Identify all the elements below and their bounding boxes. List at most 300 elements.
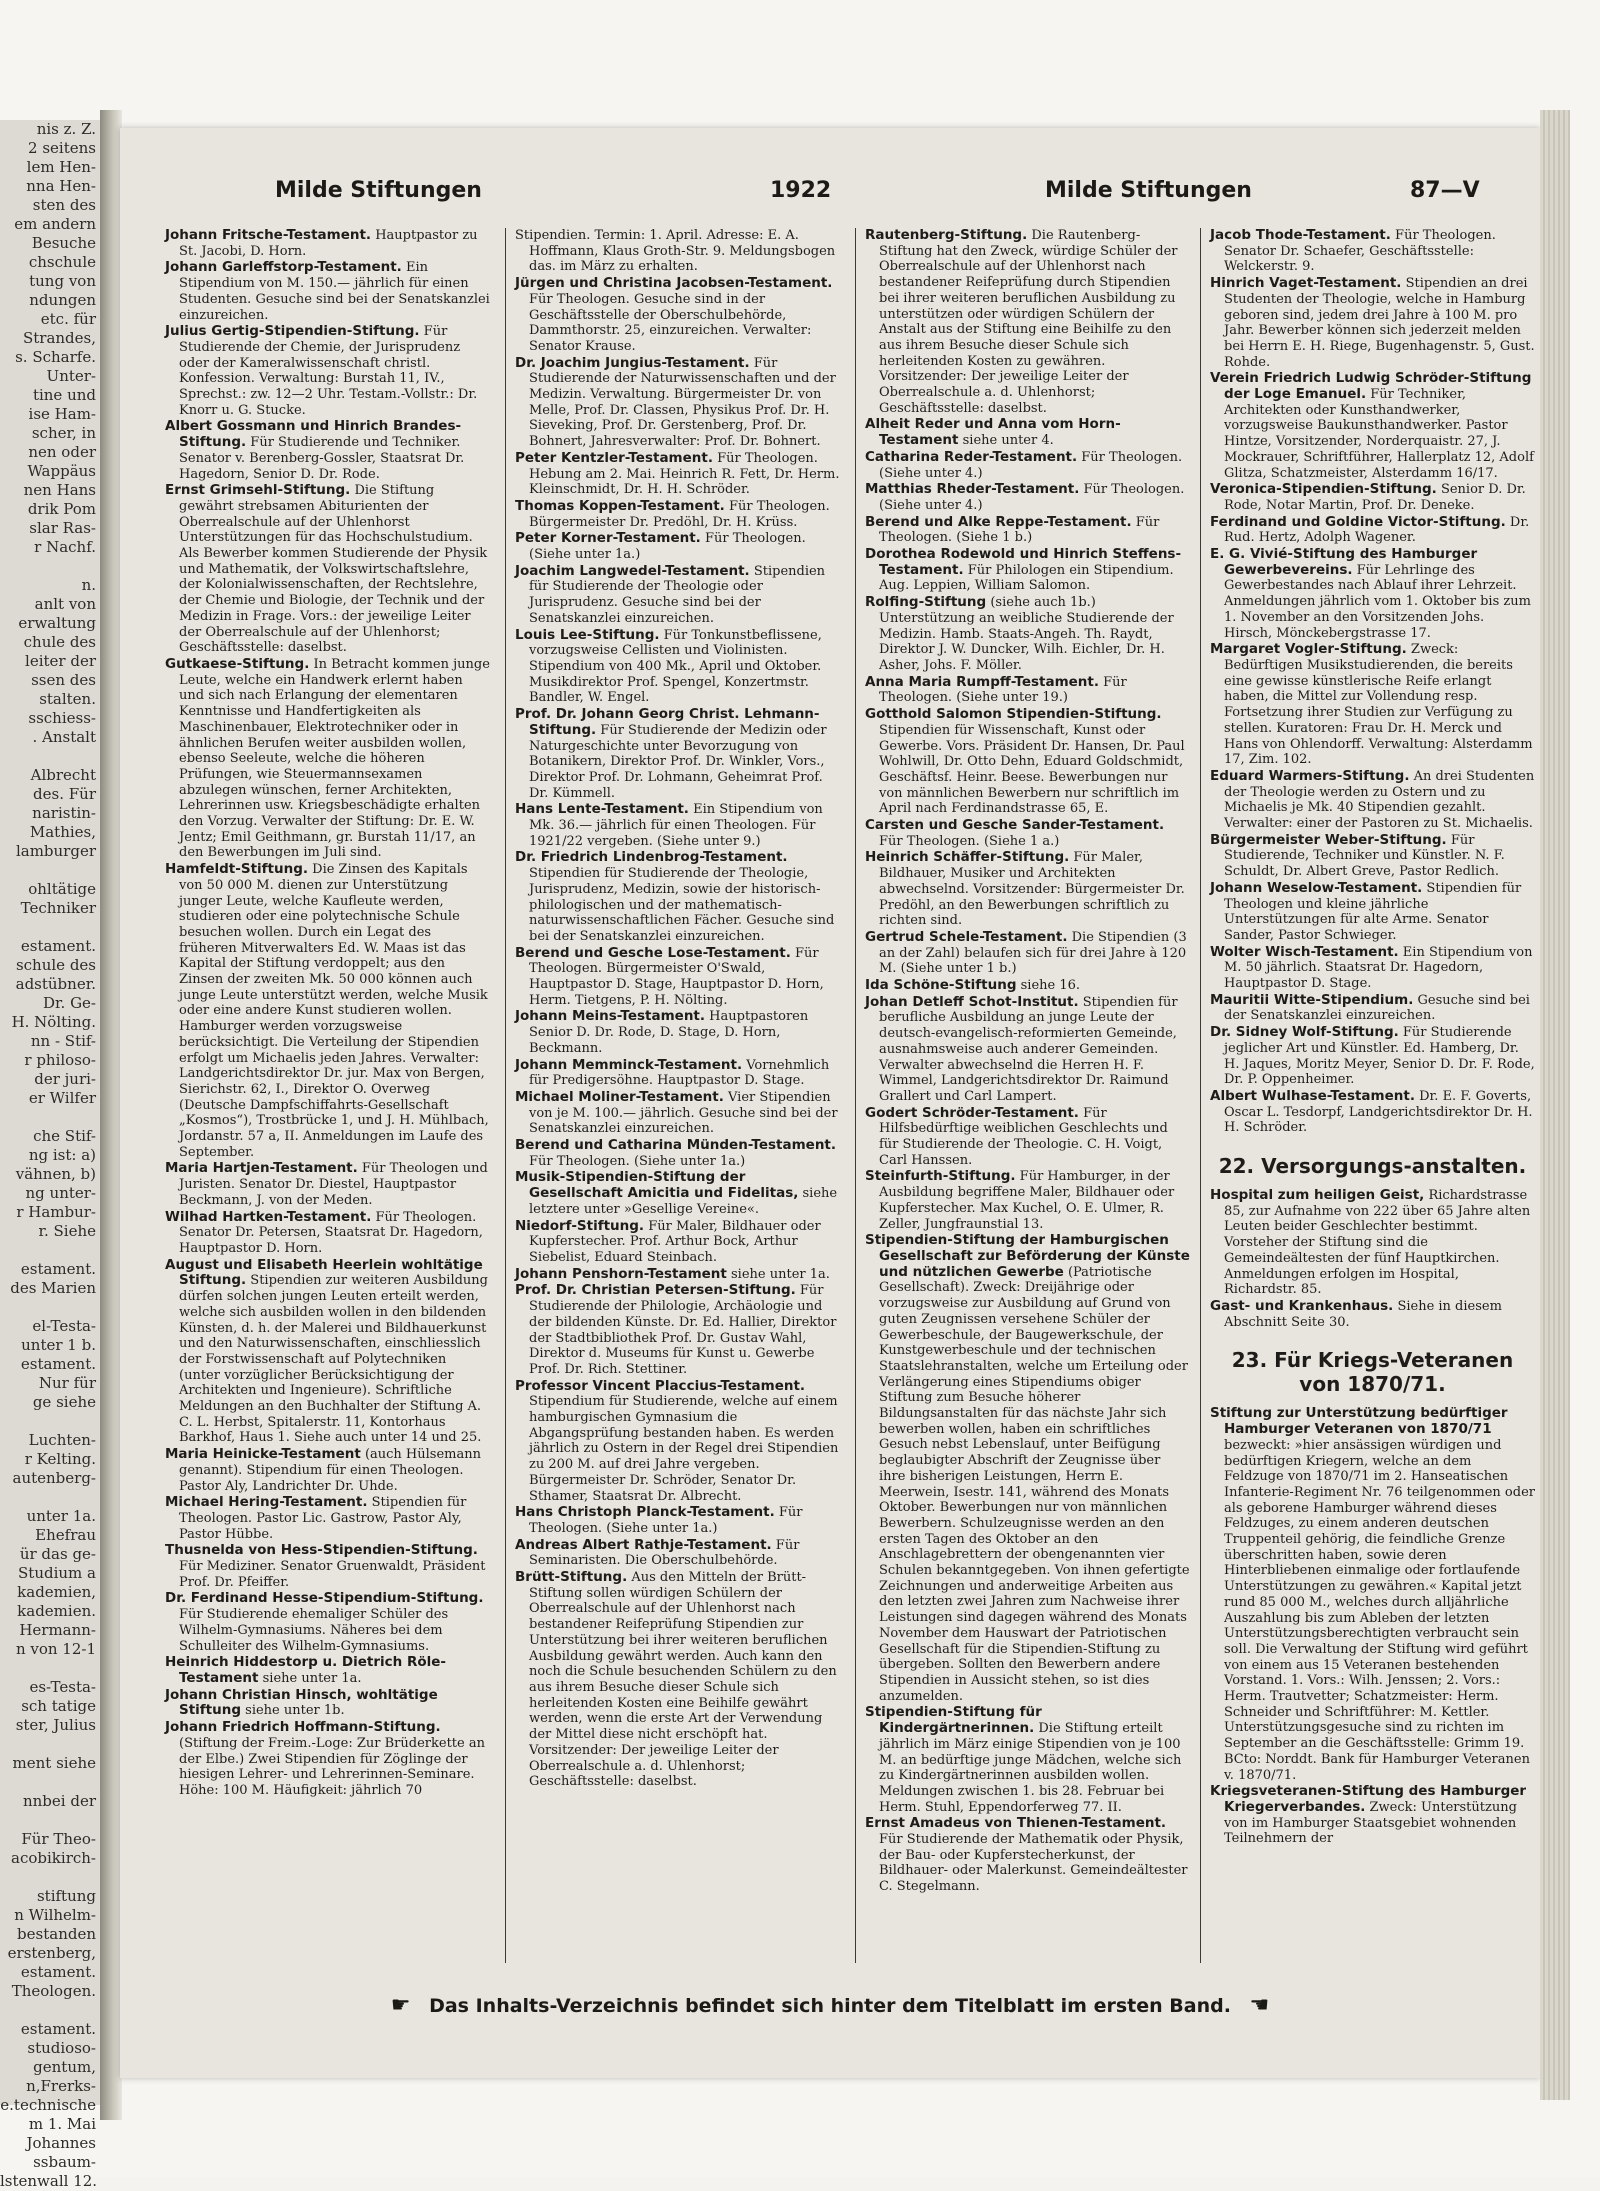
entry-text: Für Studierende jeglicher Art und Künstler. Ed. Hamberg, Dr. H. Jaques, Moritz Meyer, Senior D. Dr. F. Rode, Dr. P. Oppenheimer. bbox=[1224, 1025, 1535, 1088]
entry-title: Hospital zum heiligen Geist, bbox=[1210, 1187, 1425, 1204]
entry-text: Stipendien für berufliche Ausbildung an junge Leute der deutsch-evangelisch-reformierten Gemeinde, ausnahmsweise auch anderer Gemeinden. Verwalter abwechselnd die Herren H. F. Wimmel, Landgerichtsdirektor Dr. Raimund Grallert und Carl Lampert. bbox=[879, 994, 1178, 1104]
prev-page-line: etc. für bbox=[40, 310, 96, 328]
foundation-entry bbox=[165, 1210, 490, 1257]
prev-page-line: drik Pom bbox=[27, 500, 96, 518]
entry-text: Ein Stipendium von M. 50 jährlich. Staatsrat Dr. Hagedorn, Hauptpastor D. Stage. bbox=[1224, 944, 1533, 992]
foundation-entry bbox=[865, 1233, 1190, 1704]
header-year: 1922 bbox=[770, 178, 832, 203]
prev-page-line: ng ist: a) bbox=[28, 1146, 96, 1164]
entry-title: Gutkaese-Stiftung. bbox=[165, 655, 310, 672]
entry-text: Die Stipendien (3 an der Zahl) belaufen sich für drei Jahre à 120 M. (Siehe unter 1 b.) bbox=[879, 929, 1187, 977]
prev-page-line: Ehefrau bbox=[35, 1526, 96, 1544]
foundation-entry bbox=[515, 707, 840, 801]
entry-text: Dr. E. F. Goverts, Oscar L. Tesdorpf, Landgerichtsdirektor Dr. H. H. Schröder. bbox=[1224, 1088, 1533, 1136]
entry-text: Zweck: Unterstützung von im Hamburger Staatsgebiet wohnenden Teilnehmern der bbox=[1224, 1799, 1517, 1847]
prev-page-line: chschule bbox=[28, 253, 96, 271]
entry-title: Dr. Ferdinand Hesse-Stipendium-Stiftung. bbox=[165, 1590, 484, 1607]
prev-page-line: n von 12-1 bbox=[15, 1640, 96, 1658]
entry-text: Für Studierende der Chemie, der Jurisprudenz oder der Kameralwissenschaft christl. Konfession. Verwaltung: Burstah 11, IV., Sprechst.: zw. 12—2 Uhr. Testam.-Vollstr.: Dr. Knorr u. G. Stucke. bbox=[179, 324, 478, 418]
book-gutter bbox=[100, 110, 122, 2120]
entry-title: Berend und Catharina Münden-Testament. bbox=[515, 1137, 837, 1154]
prev-page-line: n Wilhelm- bbox=[14, 1906, 96, 1924]
prev-page-line: tung von bbox=[29, 272, 96, 290]
book-page bbox=[120, 128, 1540, 2078]
prev-page-line bbox=[0, 1298, 100, 1317]
entry-title: Heinrich Schäffer-Stiftung. bbox=[865, 849, 1070, 866]
prev-page-line bbox=[0, 1241, 100, 1260]
prev-page-line: lamburger bbox=[15, 842, 96, 860]
entry-title: Verein Friedrich Ludwig Schröder-Stiftung der Loge Emanuel. bbox=[1210, 370, 1532, 403]
prev-page-line: slar Ras- bbox=[29, 519, 96, 537]
entry-text: Für Theologen. Gesuche sind in der Geschäftsstelle der Oberschulbehörde, Dammthorstr. 25, einzureichen. Verwalter: Senator Krause. bbox=[529, 291, 812, 354]
entry-text: Stipendien für Studierende der Theologie, Jurisprudenz, Medizin, sowie der historisch-philologischen und der mathematisch-naturwissenschaftlichen Fächer. Gesuche sind bei der Senatskanzlei einzureichen. bbox=[529, 866, 835, 944]
entry-title: Heinrich Hiddestorp u. Dietrich Röle-Testament bbox=[165, 1654, 447, 1686]
section-heading: 22. Versorgungs-anstalten. bbox=[1218, 1154, 1527, 1179]
entry-text: An drei Studenten der Theologie werden zu Ostern und zu Michaelis je Mk. 40 Stipendien gezahlt. Verwalter: einer der Pastoren zu St. Michaelis. bbox=[1224, 768, 1535, 832]
entry-title: Mauritii Witte-Stipendium. bbox=[1210, 991, 1414, 1008]
prev-page-line: tine und bbox=[32, 386, 96, 404]
foundation-entry bbox=[165, 1591, 490, 1654]
entry-title: Johann Weselow-Testament. bbox=[1210, 879, 1423, 896]
entry-text: Stipendien für Theologen und kleine jährliche Unterstützungen für alte Arme. Senator Sander, Pastor Schwieger. bbox=[1224, 880, 1522, 943]
entry-text: Für Studierende ehemaliger Schüler des Wilhelm-Gymnasiums. Näheres bei dem Schulleiter des Wilhelm-Gymnasiums. bbox=[179, 1607, 449, 1654]
entry-title: Niedorf-Stiftung. bbox=[515, 1217, 645, 1234]
entry-text: Für Theologen. (Siehe unter 1a.) bbox=[529, 1153, 746, 1169]
prev-page-line: chule des bbox=[23, 633, 96, 651]
prev-page-line: el-Testa- bbox=[32, 1317, 96, 1335]
prev-page-line: n,Frerks- bbox=[26, 2077, 96, 2095]
entry-title: Peter Kentzler-Testament. bbox=[515, 449, 713, 466]
foundation-entry bbox=[1210, 276, 1535, 370]
foundation-entry bbox=[515, 1138, 840, 1169]
entry-text: Vier Stipendien von je M. 100.— jährlich. Gesuche sind bei der Senatskanzlei einzureichen. bbox=[529, 1089, 838, 1137]
entry-text: Für Lehrlinge des Gewerbestandes nach Ablauf ihrer Lehrzeit. Anmeldungen jährlich vom 1. Oktober bis zum 1. November an den Vorsitzenden Johs. Hirsch, Mönckebergstrasse 17. bbox=[1224, 562, 1531, 641]
entry-title: Gast- und Krankenhaus. bbox=[1210, 1298, 1394, 1314]
foundation-entry bbox=[515, 499, 840, 530]
entry-text: Für Maler, Bildhauer, Musiker und Architekten abwechselnd. Vorsitzender: Bürgermeister Dr. Predöhl, an den Bewerbungen schriftlich zu richten sind. bbox=[879, 850, 1185, 929]
entry-title: Maria Hartjen-Testament. bbox=[165, 1160, 358, 1177]
foundation-entry bbox=[1210, 993, 1535, 1024]
prev-page-line bbox=[0, 1773, 100, 1792]
prev-page-line: r Kelting. bbox=[24, 1450, 96, 1468]
previous-page-fragment bbox=[0, 120, 102, 2190]
entry-text: Die Stiftung erteilt jährlich im März einige Stipendien von je 100 M. an bedürftige junge Mädchen, welche sich zu Kindergärtnerinnen ausbilden wollen. Meldungen zwischen 1. bis 28. Februar bei Herm. Stuhl, Eppendorferweg 77. II. bbox=[879, 1721, 1182, 1815]
foundation-entry bbox=[165, 657, 490, 861]
prev-page-line: Theologen. bbox=[11, 1982, 96, 2000]
foundation-entry bbox=[515, 1538, 840, 1569]
prev-page-line: anlt von bbox=[34, 595, 96, 613]
prev-page-line: s. Scharfe. bbox=[15, 348, 96, 366]
entry-title: Eduard Warmers-Stiftung. bbox=[1210, 767, 1410, 784]
foundation-entry bbox=[515, 946, 840, 1009]
foundation-entry bbox=[865, 818, 1190, 849]
prev-page-line bbox=[0, 747, 100, 766]
entry-text: Stipendien für Studierende der Theologie oder Jurisprudenz. Gesuche sind bei der Senatskanzlei einzureichen. bbox=[529, 563, 826, 626]
foundation-entry bbox=[515, 802, 840, 849]
foundation-entry bbox=[515, 850, 840, 944]
prev-page-line: estament. bbox=[20, 2020, 96, 2038]
entry-title: Rautenberg-Stiftung. bbox=[865, 227, 1028, 243]
prev-page-line: Nur für bbox=[38, 1374, 96, 1392]
prev-page-line: estament. bbox=[20, 1963, 96, 1981]
entry-text: Für Tonkunstbeflissene, vorzugsweise Cellisten und Violinisten. Stipendium von 400 Mk., April und Oktober. Musikdirektor Prof. Spengel, Konzertmstr. Bandler, W. Engel. bbox=[529, 627, 822, 706]
foundation-entry bbox=[515, 1009, 840, 1056]
footer-text: Das Inhalts-Verzeichnis befindet sich hinter dem Titelblatt im ersten Band. bbox=[429, 1995, 1231, 2017]
entry-text: siehe unter 1a. bbox=[262, 1670, 362, 1686]
entry-title: Jacob Thode-Testament. bbox=[1210, 227, 1391, 243]
entry-title: Wolter Wisch-Testament. bbox=[1210, 943, 1399, 960]
entry-text: Für Studierende, Techniker und Künstler. N. F. Schuldt, Dr. Albert Greve, Pastor Redlich. bbox=[1224, 832, 1505, 880]
entry-text: Für Theologen. (Siehe unter 1a.) bbox=[529, 1505, 803, 1536]
entry-title: Matthias Rheder-Testament. bbox=[865, 481, 1080, 498]
entry-title: Michael Moliner-Testament. bbox=[515, 1088, 724, 1105]
prev-page-line: Wappäus bbox=[27, 462, 96, 480]
entry-text: Für Studierende der Philologie, Archäologie und der bildenden Künste. Dr. Ed. Hallier, Direktor der Stadtbibliothek Prof. Dr. Gustav Wahl, Direktor d. Museums für Kunst u. Gewerbe Prof. Dr. Rich. Stettiner. bbox=[529, 1283, 837, 1377]
prev-page-line: des Marien bbox=[10, 1279, 96, 1297]
prev-page-line: Techniker bbox=[20, 899, 96, 917]
entry-title: Johann Meins-Testament. bbox=[515, 1008, 706, 1025]
entry-text: Die Rautenberg-Stiftung hat den Zweck, würdige Schüler der Oberrealschule auf der Uhlenhorst nach bestandener Reifeprüfung durch Stipendien bei ihrer weiteren beruflichen Ausbildung zu unterstützen oder würdigen Schülern der Anstalt aus der Stiftung eine Beihilfe zu den aus ihrem Besuche dieser Schule sich herleitenden Kosten zu gewähren. Vorsitzender: Der jeweilige Leiter der Oberrealschule a. d. Uhlenhorst; Geschäftsstelle: daselbst. bbox=[879, 228, 1178, 416]
entry-text: siehe unter 1a. bbox=[731, 1266, 830, 1282]
prev-page-line: adstübner. bbox=[15, 975, 96, 993]
entry-title: Johann Garleffstorp-Testament. bbox=[165, 259, 402, 276]
entry-title: August und Elisabeth Heerlein wohltätige Stiftung. bbox=[165, 1256, 483, 1289]
prev-page-line: nen oder bbox=[28, 443, 96, 461]
entry-text: Die Stiftung gewährt strebsamen Abiturienten der Oberrealschule auf der Uhlenhorst Unterstützungen für das Hochschulstudium. Als Bewerber kommen Studierende der Physik und Mathematik, der Volkswirtschaftslehre, der Kolonialwissenschaften, der Rechtslehre, der Chemie und Biologie, der Technik und der Medizin in Frage. Vors.: der jeweilige Leiter der Oberrealschule auf der Uhlenhorst; Geschäftsstelle: daselbst. bbox=[179, 483, 488, 656]
foundation-entry bbox=[515, 1267, 840, 1283]
foundation-entry bbox=[1210, 482, 1535, 513]
entry-text: Für Hamburger, in der Ausbildung begriffene Maler, Bildhauer oder Kupferstecher. Max Kuchel, O. E. Ulmer, R. Zeller, Jungfraunstial 13. bbox=[879, 1169, 1175, 1232]
entry-title: Andreas Albert Rathje-Testament. bbox=[515, 1536, 772, 1553]
entry-title: Louis Lee-Stiftung. bbox=[515, 626, 660, 643]
prev-page-line: Strandes, bbox=[22, 329, 96, 347]
prev-page-line bbox=[0, 1412, 100, 1431]
prev-page-line: Mathies, bbox=[29, 823, 96, 841]
entry-title: Prof. Dr. Christian Petersen-Stiftung. bbox=[515, 1282, 796, 1299]
foundation-entry bbox=[865, 228, 1190, 416]
entry-text: Vornehmlich für Predigersöhne. Hauptpastor D. Stage. bbox=[529, 1057, 830, 1089]
entry-text: Für Theologen. Senator Dr. Petersen, Staatsrat Dr. Hagedorn, Hauptpastor D. Horn. bbox=[179, 1209, 483, 1256]
prev-page-line: scher, in bbox=[31, 424, 96, 442]
prev-page-line: r Nachf. bbox=[34, 538, 96, 556]
prev-page-line bbox=[0, 1659, 100, 1678]
prev-page-line: Johannes bbox=[26, 2134, 96, 2152]
foundation-entry bbox=[515, 564, 840, 627]
entry-title: Hans Christoph Planck-Testament. bbox=[515, 1504, 775, 1521]
entry-title: Johann Fritsche-Testament. bbox=[165, 227, 372, 243]
foundation-entry bbox=[165, 862, 490, 1160]
entry-title: Veronica-Stipendien-Stiftung. bbox=[1210, 481, 1437, 498]
entry-text: Für Studierende der Mathematik oder Physik, der Bau- oder Kupferstecherkunst, der Bildhauer- oder Malerkunst. Gemeindeältester C. Stegelmann. bbox=[879, 1832, 1188, 1895]
entry-title: Jürgen und Christina Jacobsen-Testament. bbox=[515, 275, 833, 292]
prev-page-line bbox=[0, 861, 100, 880]
entry-title: Ernst Amadeus von Thienen-Testament. bbox=[865, 1815, 1167, 1832]
prev-page-line: leiter der bbox=[25, 652, 96, 670]
prev-page-line: stalten. bbox=[39, 690, 96, 708]
entry-title: Berend und Gesche Lose-Testament. bbox=[515, 944, 791, 961]
foundation-entry bbox=[865, 850, 1190, 929]
foundation-entry bbox=[865, 707, 1190, 817]
entry-text: Senior D. Dr. Rode, Notar Martin, Prof. Dr. Deneke. bbox=[1224, 482, 1526, 513]
entry-title: Hans Lente-Testament. bbox=[515, 801, 689, 818]
entry-title: Bürgermeister Weber-Stiftung. bbox=[1210, 831, 1447, 848]
entry-text: Stipendium für Studierende, welche auf einem hamburgischen Gymnasium die Abgangsprüfung bestanden haben. Es werden jährlich zu Ostern in der Regel drei Stipendien zu 200 M. auf drei Jahre vergeben. Bürgermeister Dr. Schröder, Senator Dr. Sthamer, Staatsrat Dr. Albrecht. bbox=[529, 1394, 839, 1504]
prev-page-line: ng unter- bbox=[25, 1184, 96, 1202]
prev-page-line bbox=[0, 557, 100, 576]
entry-text: Für Seminaristen. Die Oberschulbehörde. bbox=[529, 1537, 800, 1569]
entry-text: Für Theologen. (Siehe unter 4.) bbox=[879, 449, 1183, 481]
entry-text: Die Zinsen des Kapitals von 50 000 M. dienen zur Unterstützung junger Leute, welche Kaufleute werden, studieren oder eine polytechnische Schule besuchen wollen. Durch ein Legat des früheren Mitverwalters Ed. W. Maas ist das Kapital der Stiftung verdoppelt; aus den Zinsen der zweiten Mk. 50 000 können auch junge Leute unterstützt werden, welche Musik oder eine andere Kunst studieren wollen. Hamburger werden vorzugsweise berücksichtigt. Die Verteilung der Stipendien erfolgt um Michaelis jeden Jahres. Verwalter: Landgerichtsdirektor Dr. jur. Max von Bergen, Sierichstr. 62, I., Direktor O. Overweg (Deutsche Dampfschiffahrts-Gesellschaft „Kosmos“), Trostbrücke 1, und J. H. Mühlbach, Jordanstr. 57 a, II. Anmeldungen im Laufe des September. bbox=[179, 862, 489, 1160]
foundation-entry bbox=[165, 1447, 490, 1494]
foundation-entry bbox=[1210, 642, 1535, 768]
foundation-entry bbox=[165, 260, 490, 323]
prev-page-line bbox=[0, 1735, 100, 1754]
column-3 bbox=[865, 228, 1190, 1963]
entry-text: (Stiftung der Freim.-Loge: Zur Brüderkette an der Elbe.) Zwei Stipendien für Zöglinge der hiesigen Lehrer- und Lehrerinnen-Seminare. Höhe: 100 M. Häufigkeit: jährlich 70 bbox=[179, 1735, 485, 1798]
entry-title: Julius Gertig-Stipendien-Stiftung. bbox=[165, 323, 420, 340]
foundation-entry bbox=[1210, 228, 1535, 275]
entry-title: Ferdinand und Goldine Victor-Stiftung. bbox=[1210, 513, 1506, 530]
foundation-entry bbox=[1210, 515, 1535, 546]
entry-title: Kriegsveteranen-Stiftung des Hamburger Kriegerverbandes. bbox=[1210, 1783, 1527, 1815]
entry-text: Stipendien an drei Studenten der Theologie, welche in Hamburg geboren sind, jedem drei Jahre à 100 M. pro Jahr. Bewerber können sich jederzeit melden bei Herrn E. H. Riege, Bugenhagenstr. 5, Gust. Rohde. bbox=[1224, 276, 1535, 370]
prev-page-line: ohltätige bbox=[28, 880, 96, 898]
column-divider bbox=[1200, 228, 1201, 1963]
entry-text: Aus den Mitteln der Brütt-Stiftung sollen würdigen Schülern der Oberrealschule auf der Uhlenhorst nach bestandener Reifeprüfung Stipendien zur Unterstützung bei ihrer weiteren beruflichen Ausbildung gewährt werden. Auch kann den noch die Schule besuchenden Schülern zu den aus ihrem Besuche dieser Schule sich herleitenden Kosten eine Beihilfe gewährt werden, wenn die erste Art der Verwendung der Mittel diese nicht erschöpft hat. Vorsitzender: Der jeweilige Leiter der Oberrealschule a. d. Uhlenhorst; Geschäftsstelle: daselbst. bbox=[529, 1570, 837, 1790]
page-number: 87—V bbox=[1410, 178, 1480, 203]
entry-text: Stipendien zur weiteren Ausbildung dürfen solchen jungen Leuten erteilt werden, welche sich ausbilden wollen in den bildenden Künsten, d. h. der Malerei und Bildhauerkunst und den Naturwissenschaften, einschliesslich der Forstwissenschaft auf Polytechniken (unter vorzüglicher Berücksichtigung der Architekten und Ingenieure). Schriftliche Meldungen an den Buchhalter der Stiftung A. C. L. Herbst, Spitalerstr. 11, Kontorhaus Barkhof, Haus 1. Siehe auch unter 14 und 25. bbox=[179, 1273, 488, 1446]
column-4 bbox=[1210, 228, 1535, 1963]
prev-page-line: der juri- bbox=[34, 1070, 96, 1088]
entry-title: Hinrich Vaget-Testament. bbox=[1210, 275, 1402, 292]
prev-page-line: Hermann- bbox=[19, 1621, 96, 1639]
entry-text: Für Maler, Bildhauer oder Kupferstecher. Prof. Arthur Bock, Arthur Siebelist, Eduard Steinbach. bbox=[529, 1218, 821, 1265]
entry-title: Carsten und Gesche Sander-Testament. bbox=[865, 817, 1165, 834]
prev-page-line bbox=[0, 1488, 100, 1507]
prev-page-line: nis z. Z. bbox=[36, 120, 96, 138]
prev-page-line: Albrecht bbox=[30, 766, 96, 784]
prev-page-line: er Wilfer bbox=[28, 1089, 96, 1107]
entry-text: siehe 16. bbox=[1020, 978, 1081, 994]
foundation-entry bbox=[515, 1505, 840, 1536]
entry-title: Ida Schöne-Stiftung bbox=[865, 977, 1017, 994]
entry-title: Gertrud Schele-Testament. bbox=[865, 928, 1068, 945]
prev-page-line: nen Hans bbox=[23, 481, 96, 499]
foundation-entry bbox=[1210, 881, 1535, 944]
entry-title: Stipendien-Stiftung der Hamburgischen Gesellschaft zur Beförderung der Künste und nützlichen Gewerbe bbox=[865, 1232, 1190, 1280]
foundation-entry bbox=[165, 1495, 490, 1542]
prev-page-line: es-Testa- bbox=[29, 1678, 96, 1696]
foundation-entry bbox=[1210, 769, 1535, 832]
foundation-entry bbox=[515, 451, 840, 498]
entry-text: Für Theologen. Bürgermeister Dr. Predöhl, Dr. H. Krüss. bbox=[529, 498, 830, 530]
entry-text: Siehe in diesem Abschnitt Seite 30. bbox=[1224, 1299, 1502, 1330]
prev-page-line: ster, Julius bbox=[15, 1716, 96, 1734]
entry-title: Catharina Reder-Testament. bbox=[865, 448, 1078, 465]
entry-title: Johann Penshorn-Testament bbox=[515, 1265, 727, 1282]
prev-page-line: lstenwall 12. bbox=[0, 2172, 98, 2190]
foundation-entry bbox=[1210, 1784, 1535, 1847]
entry-title: Ernst Grimsehl-Stiftung. bbox=[165, 482, 351, 499]
foundation-entry bbox=[515, 228, 840, 275]
entry-text: Für Techniker, Architekten oder Kunsthandwerker, vorzugsweise Baukunsthandwerker. Pastor Hintze, Vorsitzender, Norderquaistr. 27, J. Mockrauer, Schriftführer, Hallerplatz 12, Adolf Glitza, Schatzmeister, Alsterdamm 16/17. bbox=[1224, 387, 1534, 481]
prev-page-line: acobikirch- bbox=[11, 1849, 96, 1867]
foundation-entry bbox=[865, 1169, 1190, 1232]
pointing-hand-left-icon: ☛ bbox=[390, 1993, 411, 2018]
prev-page-line bbox=[0, 918, 100, 937]
foundation-entry bbox=[1210, 833, 1535, 880]
foundation-entry bbox=[865, 1106, 1190, 1169]
previous-page-text bbox=[0, 120, 100, 2191]
prev-page-line: studioso- bbox=[27, 2039, 96, 2057]
entry-text: Für Philologen ein Stipendium. Aug. Leppien, William Salomon. bbox=[879, 562, 1174, 594]
prev-page-line: naristin- bbox=[32, 804, 96, 822]
prev-page-line bbox=[0, 1811, 100, 1830]
prev-page-line: 2 seitens bbox=[28, 139, 96, 157]
prev-page-line: estament. bbox=[20, 1355, 96, 1373]
entry-text: Ein Stipendium von Mk. 36.— jährlich für einen Theologen. Für 1921/22 vergeben. (Siehe unter 9.) bbox=[529, 802, 823, 849]
entry-title: Stipendien-Stiftung für Kindergärtnerinnen. bbox=[865, 1704, 1042, 1737]
entry-text: Für Theologen. (Siehe unter 1a.) bbox=[529, 531, 806, 563]
entry-title: Johann Friedrich Hoffmann-Stiftung. bbox=[165, 1719, 441, 1736]
foundation-entry bbox=[515, 531, 840, 562]
prev-page-line: r Hambur- bbox=[16, 1203, 96, 1221]
foundation-entry bbox=[1210, 945, 1535, 992]
prev-page-line: des. Für bbox=[33, 785, 96, 803]
foundation-entry bbox=[515, 1090, 840, 1137]
foundation-entry bbox=[515, 1570, 840, 1790]
entry-text: Für Studierende der Medizin oder Naturgeschichte unter Bevorzugung von Botanikern, Direktor Prof. Dr. Winkler, Vors., Direktor Prof. Dr. Lohmann, Geheimrat Prof. Dr. Kümmell. bbox=[529, 722, 827, 801]
entry-title: Rolfing-Stiftung bbox=[865, 594, 987, 611]
entry-text: Richardstrasse 85, zur Aufnahme von 222 über 65 Jahre alten Leuten beider Geschlechter bestimmt. Vorsteher der Stiftung sind die Gemeindeältesten der fünf Hauptkirchen. Anmeldungen erfolgen im Hospital, Richardstr. 85. bbox=[1224, 1188, 1531, 1298]
entry-text: Für Theologen. Senator Dr. Schaefer, Geschäftsstelle: Welckerstr. 9. bbox=[1224, 228, 1496, 275]
prev-page-line: sten des bbox=[32, 196, 96, 214]
foundation-entry bbox=[515, 1219, 840, 1266]
prev-page-line: H. Nölting. bbox=[11, 1013, 96, 1031]
foundation-entry bbox=[1210, 1025, 1535, 1088]
foundation-entry bbox=[515, 1170, 840, 1217]
prev-page-line: em andern bbox=[14, 215, 96, 233]
page-edge-stack bbox=[1540, 110, 1570, 2100]
entry-text: (auch Hülsemann genannt). Stipendium für einen Theologen. Pastor Aly, Landrichter Dr. Uhde. bbox=[179, 1447, 481, 1494]
foundation-entry bbox=[1210, 1089, 1535, 1136]
prev-page-line: ssbaum- bbox=[33, 2153, 96, 2171]
foundation-entry bbox=[515, 276, 840, 355]
foundation-entry bbox=[515, 1379, 840, 1505]
foundation-entry bbox=[865, 1705, 1190, 1815]
entry-title: Albert Wulhase-Testament. bbox=[1210, 1087, 1415, 1104]
entry-title: Johan Detleff Schot-Institut. bbox=[865, 993, 1079, 1010]
column-2 bbox=[515, 228, 840, 1963]
entry-title: Hamfeldt-Stiftung. bbox=[165, 861, 308, 878]
prev-page-line: lem Hen- bbox=[26, 158, 96, 176]
entry-text: Ein Stipendium von M. 150.— jährlich für einen Studenten. Gesuche sind bei der Senatskanzlei einzureichen. bbox=[179, 260, 490, 323]
foundation-entry bbox=[165, 1258, 490, 1446]
entry-title: Michael Hering-Testament. bbox=[165, 1494, 368, 1511]
prev-page-line: ür das ge- bbox=[19, 1545, 96, 1563]
foundation-entry bbox=[865, 450, 1190, 481]
entry-text: Stipendien für Wissenschaft, Kunst oder Gewerbe. Vors. Präsident Dr. Hansen, Dr. Paul Wohlwill, Dr. Otto Dehn, Eduard Goldschmidt, Geschäftsf. Heinr. Beese. Bewerbungen nur von männlichen Bewerbern nur schriftlich im April nach Ferdinandstrasse 65, E. bbox=[879, 722, 1185, 817]
entry-title: Dr. Friedrich Lindenbrog-Testament. bbox=[515, 849, 788, 866]
entry-title: Johann Christian Hinsch, wohltätige Stiftung bbox=[165, 1686, 438, 1719]
foundation-entry bbox=[165, 1655, 490, 1686]
foundation-entry bbox=[865, 515, 1190, 546]
entry-title: E. G. Vivié-Stiftung des Hamburger Gewerbevereins. bbox=[1210, 546, 1478, 578]
prev-page-line: . Anstalt bbox=[32, 728, 96, 746]
entry-title: Prof. Dr. Johann Georg Christ. Lehmann-Stiftung. bbox=[515, 706, 820, 738]
prev-page-line: n. bbox=[81, 576, 96, 594]
prev-page-line: ise Ham- bbox=[28, 405, 96, 423]
prev-page-line: m 1. Mai bbox=[28, 2115, 96, 2133]
prev-page-line: Studium a bbox=[18, 1564, 96, 1582]
foundation-entry bbox=[165, 1688, 490, 1719]
foundation-entry bbox=[165, 324, 490, 418]
prev-page-line: r philoso- bbox=[24, 1051, 96, 1069]
entry-text: Für Studierende und Techniker. Senator v. Berenberg-Gossler, Staatsrat Dr. Hagedorn, Senior D. Dr. Rode. bbox=[179, 435, 465, 482]
foundation-entry bbox=[165, 483, 490, 656]
entry-text: siehe letztere unter »Gesellige Vereine«. bbox=[529, 1186, 838, 1217]
prev-page-line: bestanden bbox=[17, 1925, 96, 1943]
foundation-entry bbox=[515, 1058, 840, 1089]
entry-title: Anna Maria Rumpff-Testament. bbox=[865, 673, 1099, 690]
entry-text: (Patriotische Gesellschaft). Zweck: Dreijährige oder vorzugsweise zur Ausbildung auf Grund von guten Zeugnissen versehene Schüler der Gewerbeschule, der Baugewerkschule, der Kunstgewerbeschule und der technischen Staatslehranstalten, welche um Erteilung oder Verlängerung eines Stipendiums obiger Stiftung zum Besuche höherer Bildungsanstalten für das nächste Jahr sich bewerben wollen, haben ein schriftliches Gesuch nebst Lebenslauf, unter Beifügung beglaubigter Abschrift der Zeugnisse über ihre bisherigen Leistungen, Herrn E. Meerwein, Isestr. 141, während des Monats Oktober. Bewerbungen nur von männlichen Bewerbern. Schulzeugnisse werden an den ersten Tagen des Oktober an den Anschlagebrettern der obengenannten vier Schulen bekanntgegeben. Von ihnen gefertigte Zeichnungen und anderweitige Arbeiten aus den letzten zwei Jahren zum Nachweise ihrer Leistungen sind dagegen während des Monats November dem Hauswart der Patriotischen Gesellschaft für die Stipendien-Stiftung zu übergeben. Sollten den Bewerbern andere Stipendien in Aussicht stehen, so ist dies anzumelden. bbox=[879, 1264, 1190, 1704]
prev-page-line: schule des bbox=[15, 956, 96, 974]
foundation-entry bbox=[865, 675, 1190, 706]
prev-page-line: r. Siehe bbox=[38, 1222, 96, 1240]
prev-page-line: kademien, bbox=[17, 1583, 96, 1601]
prev-page-line: stiftung bbox=[36, 1887, 96, 1905]
header-left-title: Milde Stiftungen bbox=[275, 178, 482, 203]
entry-text: Für Theologen. Hebung am 2. Mai. Heinrich R. Fett, Dr. Herm. Kleinschmidt, Dr. H. H. Schröder. bbox=[529, 450, 840, 498]
entry-text: Für Theologen. (Siehe 1 b.) bbox=[879, 514, 1160, 546]
prev-page-line: estament. bbox=[20, 937, 96, 955]
entry-text: siehe unter 4. bbox=[962, 433, 1054, 449]
entry-text: bezweckt: »hier ansässigen würdigen und bedürftigen Kriegern, welche an dem Feldzuge von 1870/71 im 2. Hanseatischen Infanterie-Regiment Nr. 76 teilgenommen oder als geborene Hamburger während dieses Feldzuges, zu einem anderen deutschen Truppenteil gehörig, die feindliche Grenze überschritten haben, sowie deren Hinterbliebenen einmalige oder fortlaufende Unterstützungen zu gewähren.« Kapital jetzt rund 85 000 M., welches durch alljährliche Auszahlung bis zum Ableben der letzten Unterstützungsberechtigten verbraucht sein soll. Die Verwaltung der Stiftung wird geführt von einem aus 15 Veteranen bestehenden Vorstand. 1. Vors.: Wilh. Jenssen; 2. Vors.: Herm. Trautvetter; Schatzmeister: Herm. Schneider und Schriftführer: M. Kettler. Unterstützungsgesuche sind zu richten im September an die Geschäftsstelle: Grimm 19. BCto: Norddt. Bank für Hamburger Veteranen v. 1870/71. bbox=[1224, 1437, 1535, 1783]
entry-text: Für Mediziner. Senator Gruenwaldt, Präsident Prof. Dr. Pfeiffer. bbox=[179, 1559, 486, 1590]
entry-text: Gesuche sind bei der Senatskanzlei einzureichen. bbox=[1224, 992, 1530, 1024]
column-divider bbox=[855, 228, 856, 1963]
prev-page-line bbox=[0, 1868, 100, 1887]
foundation-entry bbox=[515, 628, 840, 707]
header-right-title: Milde Stiftungen bbox=[1045, 178, 1252, 203]
entry-text: Dr. Rud. Hertz, Adolph Wagener. bbox=[1224, 514, 1530, 546]
foundation-entry bbox=[865, 547, 1190, 594]
entry-text: (siehe auch 1b.) Unterstützung an weibliche Studierende der Medizin. Hamb. Staats-Angeh. Th. Raydt, Direktor J. W. Duncker, Wilh. Eichler, Dr. H. Asher, Johs. F. Möller. bbox=[879, 595, 1174, 673]
prev-page-line: unter 1a. bbox=[26, 1507, 96, 1525]
entry-title: Albert Gossmann und Hinrich Brandes-Stiftung. bbox=[165, 418, 462, 451]
entry-title: Alheit Reder und Anna vom Horn-Testament bbox=[865, 416, 1121, 449]
prev-page-line: che Stif- bbox=[33, 1127, 96, 1145]
prev-page-line: Besuche bbox=[31, 234, 96, 252]
entry-title: Peter Korner-Testament. bbox=[515, 530, 701, 547]
entry-text: Hauptpastoren Senior D. Dr. Rode, D. Stage, D. Horn, Beckmann. bbox=[529, 1009, 809, 1056]
foundation-entry bbox=[865, 482, 1190, 513]
foundation-entry bbox=[1210, 547, 1535, 641]
foundation-entry bbox=[1210, 1188, 1535, 1298]
prev-page-line: unter 1 b. bbox=[21, 1336, 96, 1354]
entry-text: Zweck: Bedürftigen Musikstudierenden, die bereits eine gewisse künstlerische Reife erlangt haben, die Mittel zur Vollendung resp. Fortsetzung ihrer Studien zur Verfügung zu stellen. Kuratoren: Frau Dr. H. Merck und Hans von Ohlendorff. Verwaltung: Alsterdamm 17, Zim. 102. bbox=[1224, 642, 1533, 768]
prev-page-line: nnbei der bbox=[22, 1792, 96, 1810]
entry-title: Steinfurth-Stiftung. bbox=[865, 1168, 1016, 1185]
entry-text: Für Theologen. (Siehe unter 4.) bbox=[879, 482, 1185, 513]
prev-page-line: vähnen, b) bbox=[15, 1165, 96, 1183]
entry-title: Thomas Koppen-Testament. bbox=[515, 497, 725, 514]
prev-page-line: Dr. Ge- bbox=[42, 994, 96, 1012]
pointing-hand-right-icon: ☚ bbox=[1249, 1993, 1270, 2018]
entry-title: Dr. Joachim Jungius-Testament. bbox=[515, 354, 750, 371]
prev-page-line: autenberg- bbox=[12, 1469, 96, 1487]
entry-title: Dorothea Rodewold und Hinrich Steffens-Testament. bbox=[865, 546, 1182, 578]
